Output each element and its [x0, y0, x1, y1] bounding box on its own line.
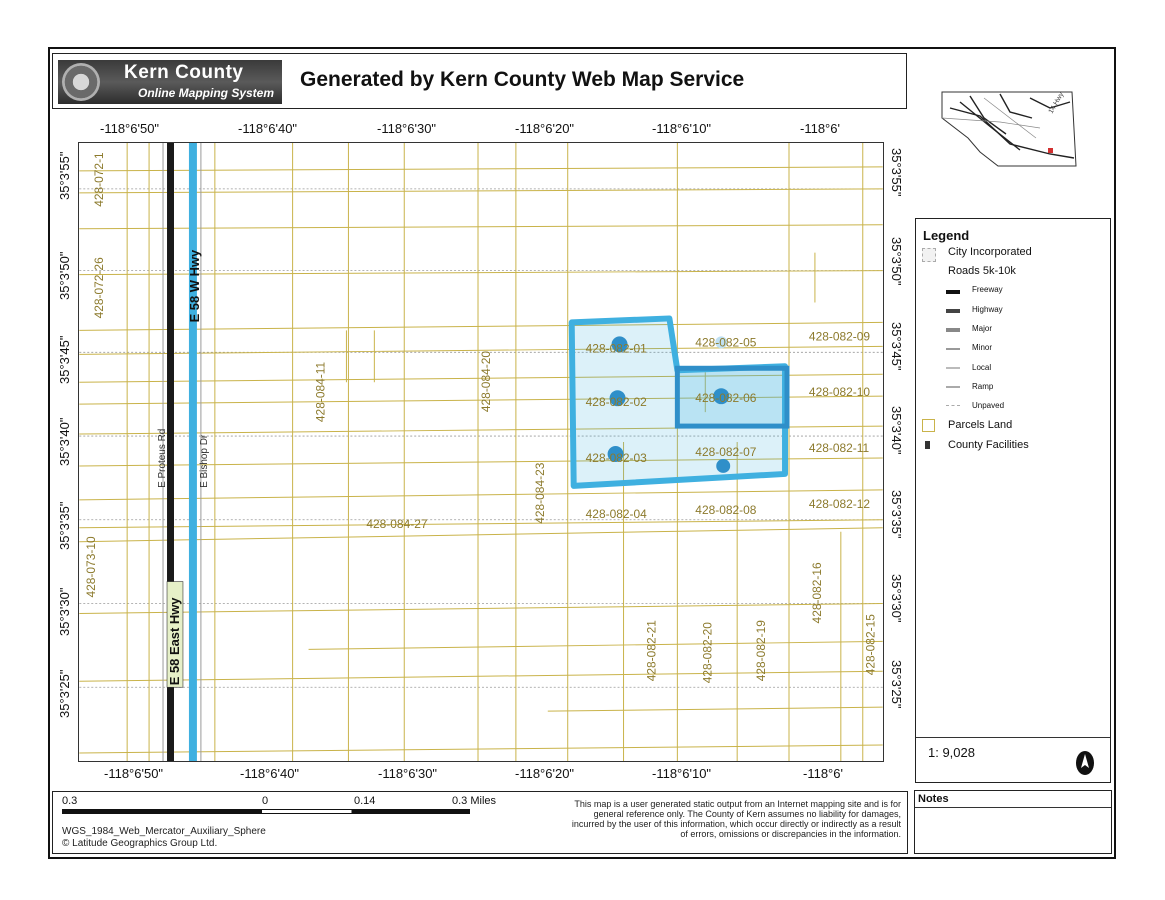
lat-label: 35°3'35" — [57, 501, 72, 550]
road-label: E Proteus Rd — [157, 428, 169, 488]
lat-label: 35°3'50" — [57, 251, 72, 300]
parcel-label: 428-072-26 — [92, 257, 107, 319]
lat-label: 35°3'55" — [889, 148, 904, 197]
parcel-map[interactable] — [78, 142, 884, 762]
parcel-label: 428-082-10 — [808, 385, 871, 400]
city-incorporated-icon — [922, 248, 936, 262]
legend-divider — [916, 737, 1110, 738]
parcel-label: 428-084-20 — [478, 350, 493, 413]
lon-label: -118°6'40" — [238, 121, 298, 136]
highway-swatch-icon — [946, 309, 960, 313]
road-label: E Bishop Dr — [198, 434, 210, 488]
lon-label: -118°6'40" — [240, 766, 300, 781]
parcel-label: 428-082-12 — [808, 496, 871, 511]
county-seal-icon — [62, 63, 100, 101]
lat-label: 35°3'50" — [889, 237, 904, 286]
parcel-label: 428-082-11 — [808, 441, 870, 456]
minor-swatch-icon — [946, 348, 960, 350]
parcel-label: 428-082-19 — [754, 620, 769, 682]
lat-label: 35°3'25" — [57, 669, 72, 718]
lon-label: -118°6'10" — [652, 121, 712, 136]
legend-road-unpaved: Unpaved — [972, 401, 1005, 410]
ramp-swatch-icon — [946, 386, 960, 388]
lat-label: 35°3'30" — [57, 587, 72, 636]
scale-ratio: 1: 9,028 — [928, 745, 975, 760]
north-arrow-icon — [1075, 750, 1095, 776]
lon-label: -118°6'20" — [515, 121, 575, 136]
lat-label: 35°3'55" — [57, 151, 72, 200]
parcel-label: 428-082-15 — [863, 614, 878, 676]
parcel-label: 428-082-01 — [585, 341, 647, 356]
lat-label: 35°3'35" — [889, 490, 904, 539]
parcel-label: 428-082-20 — [700, 622, 715, 684]
scale-label: 0.3 — [62, 795, 78, 807]
parcel-label: 428-073-10 — [84, 536, 99, 598]
parcel-label: 428-082-21 — [644, 620, 659, 682]
parcel-label: 428-084-23 — [532, 462, 547, 524]
legend-parcels: Parcels Land — [948, 419, 1013, 431]
lat-label: 35°3'40" — [889, 406, 904, 455]
scale-label: 0.14 — [354, 795, 376, 807]
highway-label: E 58 East Hwy — [166, 597, 182, 686]
lon-label: -118°6' — [803, 766, 843, 781]
legend-road-freeway: Freeway — [972, 285, 1003, 294]
highway-label: E 58 W Hwy — [186, 249, 202, 323]
legend-road-ramp: Ramp — [972, 382, 994, 391]
parcel-label: 428-084-11 — [313, 361, 328, 423]
scale-label: 0 — [262, 795, 269, 807]
legend-road-local: Local — [972, 363, 992, 372]
legend-city-incorporated: City Incorporated — [948, 246, 1032, 258]
notes-panel — [914, 790, 1112, 854]
parcel-label: 428-082-02 — [585, 395, 647, 410]
freeway-swatch-icon — [946, 290, 960, 294]
logo-title: Kern County — [124, 62, 244, 83]
kern-county-logo — [58, 60, 282, 104]
major-swatch-icon — [946, 328, 960, 332]
parcel-label: 428-082-09 — [808, 329, 871, 344]
lat-label: 35°3'45" — [889, 322, 904, 371]
parcels-swatch-icon — [922, 419, 935, 432]
page-title: Generated by Kern County Web Map Service — [300, 68, 745, 91]
highway-road — [189, 143, 197, 761]
projection-text: WGS_1984_Web_Mercator_Auxiliary_Sphere — [62, 826, 266, 837]
scale-bar-graphic — [62, 809, 470, 814]
lon-label: -118°6' — [800, 121, 840, 136]
lon-label: -118°6'50" — [104, 766, 164, 781]
inset-road-label: 14 Hwy — [1047, 91, 1066, 115]
parcel-label: 428-082-07 — [695, 444, 757, 459]
lat-label: 35°3'30" — [889, 574, 904, 623]
lon-label: -118°6'50" — [100, 121, 160, 136]
lat-label: 35°3'45" — [57, 335, 72, 384]
parcel-label: 428-082-03 — [585, 450, 647, 465]
legend-county-facilities: County Facilities — [948, 439, 1029, 451]
notes-divider — [915, 807, 1111, 808]
logo-subtitle: Online Mapping System — [138, 86, 275, 100]
local-swatch-icon — [946, 367, 960, 369]
legend-road-minor: Minor — [972, 343, 993, 352]
legend-road-major: Major — [972, 324, 993, 333]
legend-panel — [915, 218, 1111, 783]
parcel-label: 428-082-05 — [695, 335, 757, 350]
lon-label: -118°6'30" — [377, 121, 437, 136]
lon-label: -118°6'10" — [652, 766, 712, 781]
lon-label: -118°6'20" — [515, 766, 575, 781]
parcel-label: 428-082-04 — [585, 506, 647, 521]
unpaved-swatch-icon — [946, 405, 960, 407]
overview-inset-map — [940, 88, 1080, 170]
parcel-label: 428-082-16 — [809, 562, 824, 624]
copyright-text: © Latitude Geographics Group Ltd. — [62, 838, 218, 849]
parcel-label: 428-084-27 — [366, 516, 428, 531]
parcel-label: 428-072-1 — [92, 152, 107, 207]
county-facilities-icon — [925, 441, 930, 449]
lon-label: -118°6'30" — [378, 766, 438, 781]
lat-label: 35°3'40" — [57, 417, 72, 466]
lat-label: 35°3'25" — [889, 660, 904, 709]
notes-title: Notes — [918, 793, 949, 805]
disclaimer-text: This map is a user generated static output from an Internet mapping site and is for general reference only. The County of Kern assumes no liability for damages, incurred by the user of this information, which occur directly or indirectly as a result of errors, omissions or discrepancies in the information. — [571, 799, 901, 839]
legend-title: Legend — [923, 228, 970, 243]
legend-roads-heading: Roads 5k-10k — [948, 265, 1016, 277]
legend-road-highway: Highway — [972, 305, 1003, 314]
parcel-label: 428-082-06 — [695, 391, 757, 406]
parcel-label: 428-082-08 — [695, 502, 757, 517]
scale-label: 0.3 Miles — [452, 795, 497, 807]
